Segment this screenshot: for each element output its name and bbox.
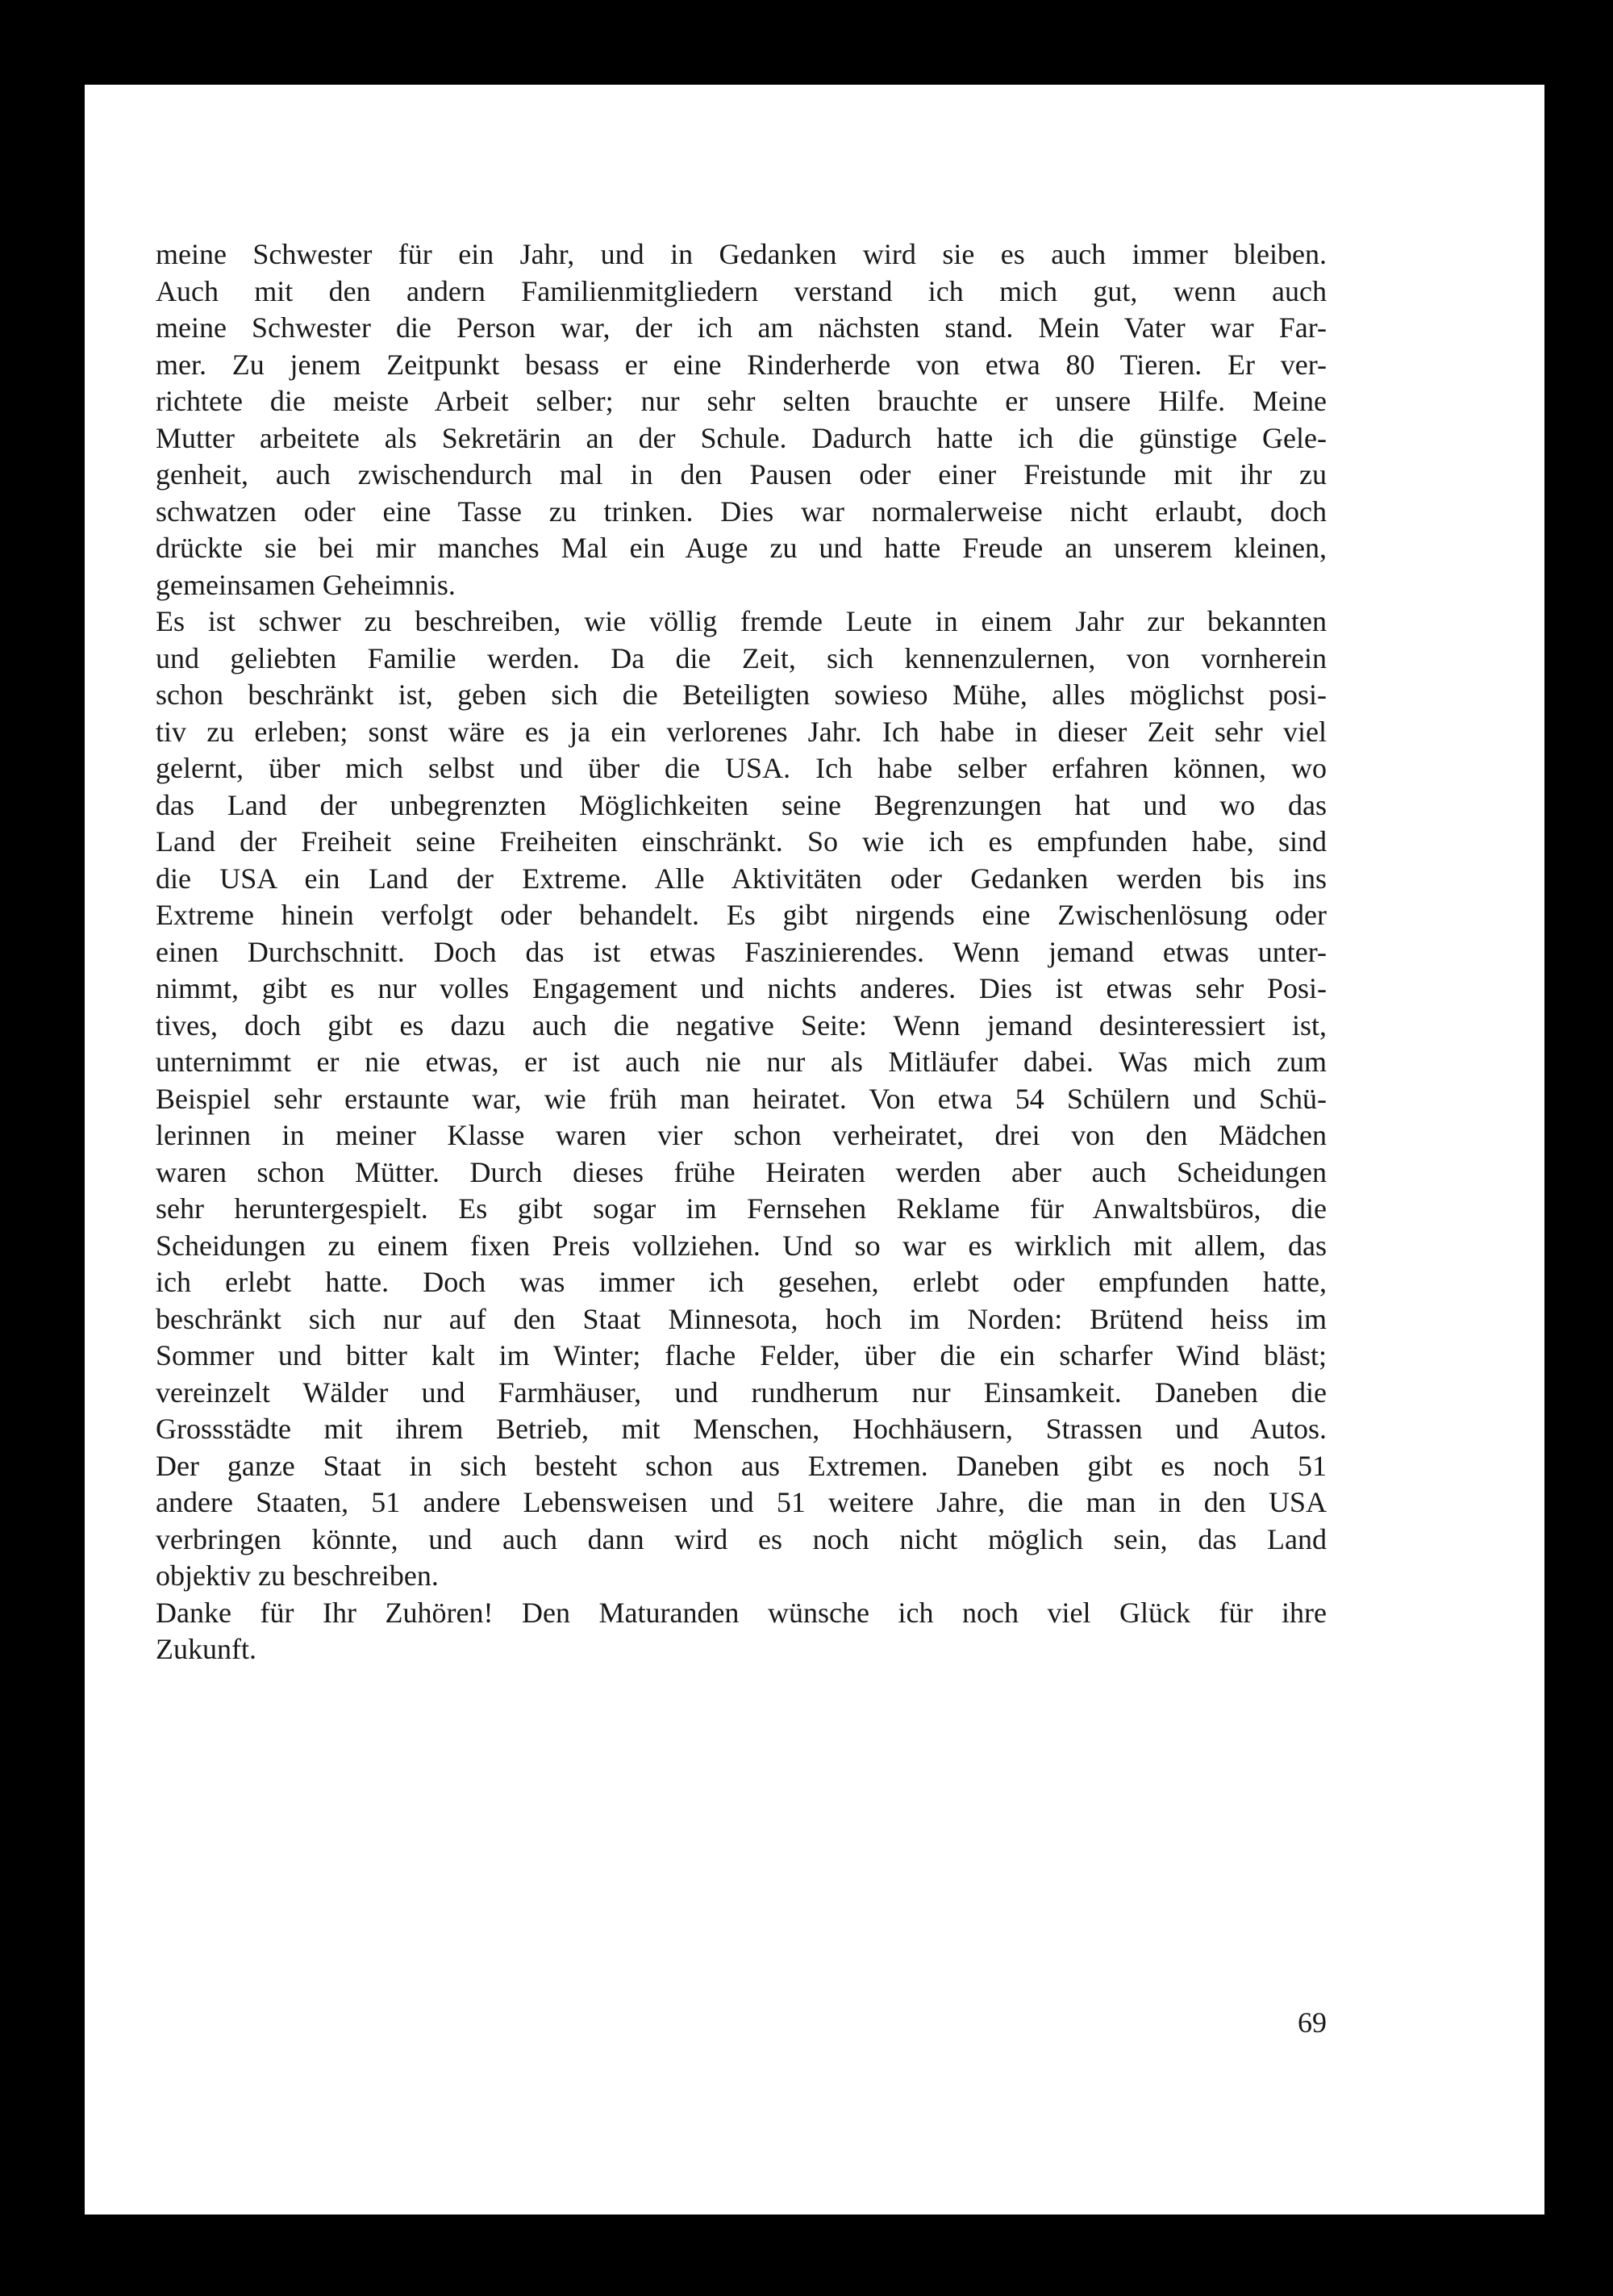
document-page — [85, 85, 1544, 2215]
text-line: Land der Freiheit seine Freiheiten einschränkt. So wie ich es empfunden habe, sind — [156, 825, 1327, 858]
text-line: und geliebten Familie werden. Da die Zeit, sich kennenzulernen, von vornherein — [156, 641, 1327, 674]
page-number: 69 — [1298, 2006, 1327, 2039]
text-line: drückte sie bei mir manches Mal ein Auge zu und hatte Freude an unserem kleinen, — [156, 532, 1327, 564]
text-line: richtete die meiste Arbeit selber; nur sehr selten brauchte er unsere Hilfe. Meine — [156, 385, 1327, 417]
text-line: verbringen könnte, und auch dann wird es noch nicht möglich sein, das Land — [156, 1522, 1327, 1555]
text-line: Es ist schwer zu beschreiben, wie völlig fremde Leute in einem Jahr zur bekannten — [156, 605, 1327, 637]
text-line: Danke für Ihr Zuhören! Den Maturanden wünsche ich noch viel Glück für ihre — [156, 1596, 1327, 1629]
text-line: Beispiel sehr erstaunte war, wie früh man heiratet. Von etwa 54 Schülern und Schü- — [156, 1082, 1327, 1115]
text-line: Auch mit den andern Familienmitgliedern verstand ich mich gut, wenn auch — [156, 274, 1327, 307]
text-line: gemeinsamen Geheimnis. — [156, 568, 456, 601]
text-line: mer. Zu jenem Zeitpunkt besass er eine Rinderherde von etwa 80 Tieren. Er ver- — [156, 348, 1327, 381]
text-line: nimmt, gibt es nur volles Engagement und nichts anderes. Dies ist etwas sehr Posi- — [156, 972, 1327, 1004]
text-line: Extreme hinein verfolgt oder behandelt. Es gibt nirgends eine Zwischenlösung oder — [156, 899, 1327, 931]
text-line: andere Staaten, 51 andere Lebensweisen und 51 weitere Jahre, die man in den USA — [156, 1486, 1327, 1518]
body-text — [156, 236, 1327, 1668]
text-line: meine Schwester die Person war, der ich am nächsten stand. Mein Vater war Far- — [156, 311, 1327, 344]
text-line: Sommer und bitter kalt im Winter; flache Felder, über die ein scharfer Wind bläst; — [156, 1339, 1327, 1371]
text-line: ich erlebt hatte. Doch was immer ich gesehen, erlebt oder empfunden hatte, — [156, 1266, 1327, 1298]
text-line: tives, doch gibt es dazu auch die negative Seite: Wenn jemand desinteressiert ist, — [156, 1008, 1327, 1042]
text-line: genheit, auch zwischendurch mal in den Pausen oder einer Freistunde mit ihr zu — [156, 458, 1327, 491]
text-line: schon beschränkt ist, geben sich die Beteiligten sowieso Mühe, alles möglichst posi- — [156, 678, 1327, 711]
text-line: das Land der unbegrenzten Möglichkeiten seine Begrenzungen hat und wo das — [156, 788, 1327, 821]
text-line: lerinnen in meiner Klasse waren vier schon verheiratet, drei von den Mädchen — [156, 1119, 1327, 1151]
text-line: Der ganze Staat in sich besteht schon aus Extremen. Daneben gibt es noch 51 — [156, 1449, 1327, 1482]
text-line: Grossstädte mit ihrem Betrieb, mit Menschen, Hochhäusern, Strassen und Autos. — [156, 1413, 1327, 1445]
text-line: beschränkt sich nur auf den Staat Minnesota, hoch im Norden: Brütend heiss im — [156, 1302, 1327, 1335]
text-line: Zukunft. — [156, 1633, 256, 1665]
text-line: die USA ein Land der Extreme. Alle Aktivitäten oder Gedanken werden bis ins — [156, 862, 1327, 895]
text-line: schwatzen oder eine Tasse zu trinken. Dies war normalerweise nicht erlaubt, doch — [156, 495, 1327, 528]
text-line: objektiv zu beschreiben. — [156, 1559, 439, 1592]
text-line: unternimmt er nie etwas, er ist auch nie nur als Mitläufer dabei. Was mich zum — [156, 1046, 1327, 1078]
text-line: sehr heruntergespielt. Es gibt sogar im Fernsehen Reklame für Anwaltsbüros, die — [156, 1192, 1327, 1225]
text-line: Scheidungen zu einem fixen Preis vollziehen. Und so war es wirklich mit allem, das — [156, 1229, 1327, 1262]
text-line: Mutter arbeitete als Sekretärin an der Schule. Dadurch hatte ich die günstige Gele- — [156, 421, 1327, 454]
text-line: tiv zu erleben; sonst wäre es ja ein verlorenes Jahr. Ich habe in dieser Zeit sehr viel — [156, 715, 1327, 748]
text-line: einen Durchschnitt. Doch das ist etwas Faszinierendes. Wenn jemand etwas unter- — [156, 935, 1327, 968]
text-line: gelernt, über mich selbst und über die USA. Ich habe selber erfahren können, wo — [156, 752, 1327, 784]
text-line: waren schon Mütter. Durch dieses frühe Heiraten werden aber auch Scheidungen — [156, 1155, 1327, 1188]
text-line: meine Schwester für ein Jahr, und in Gedanken wird sie es auch immer bleiben. — [156, 238, 1327, 270]
text-line: vereinzelt Wälder und Farmhäuser, und rundherum nur Einsamkeit. Daneben die — [156, 1376, 1327, 1409]
